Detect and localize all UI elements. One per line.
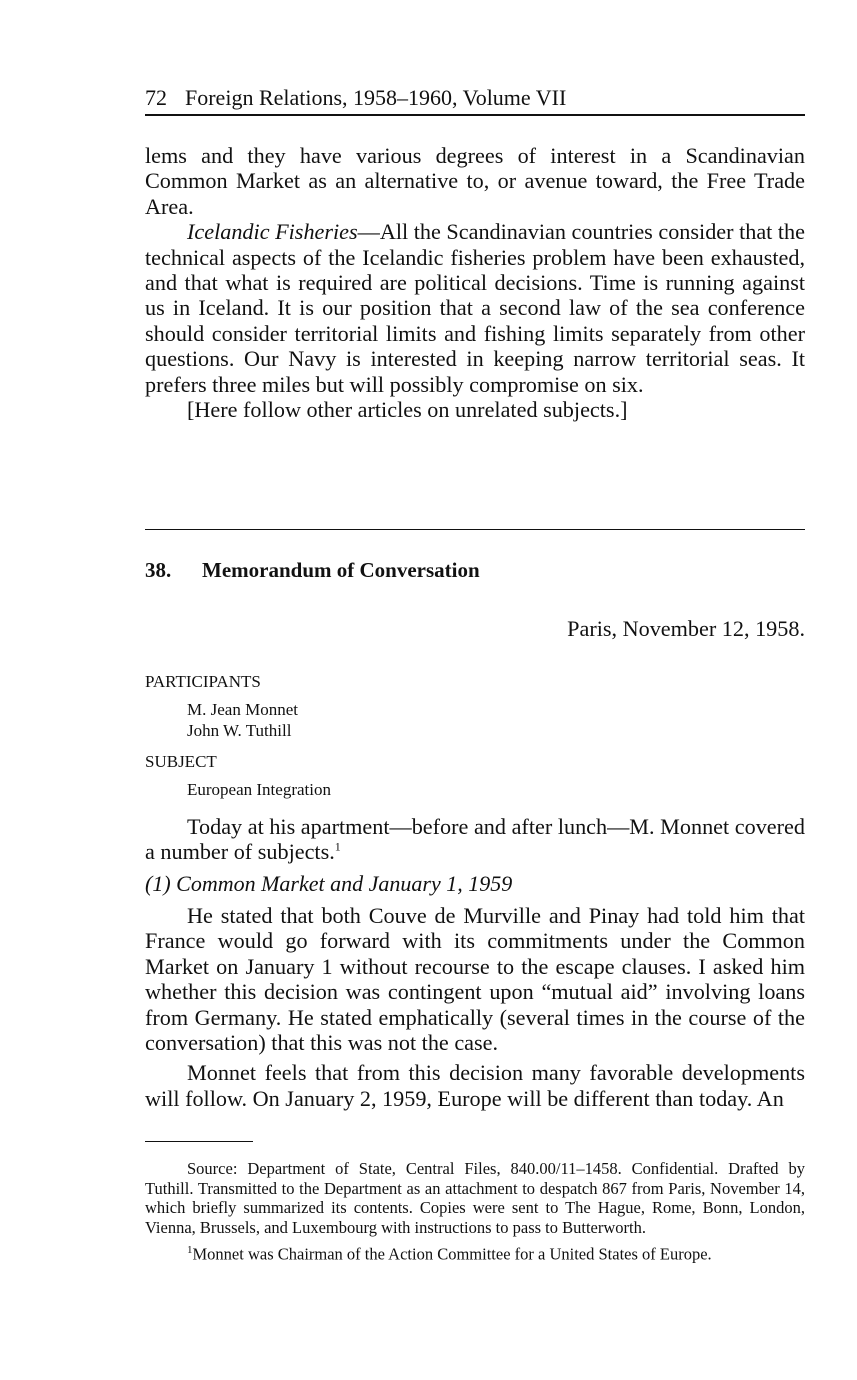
participant: John W. Tuthill <box>187 721 292 740</box>
document-title: Memorandum of Conversation <box>202 558 480 582</box>
carryover-section <box>145 143 805 422</box>
footnote-text: Monnet was Chairman of the Action Committee for a United States of Europe. <box>192 1244 712 1264</box>
body-paragraph: Monnet feels that from this decision many favorable developments will follow. On January 2, 1959, Europe will be different than today. An <box>145 1060 805 1111</box>
memo-intro <box>145 814 805 897</box>
fisheries-text: —All the Scandinavian countries consider that the technical aspects of the Icelandic fisheries problem have been exhausted, and that what is required are political decisions. Time is running against us in Iceland. It is our position that a second law of the sea conference should consider territorial limits and fishing limits separately from other questions. Our Navy is interested in keeping narrow territorial seas. It prefers three miles but will possibly compromise on six. <box>145 219 805 397</box>
document-page <box>145 0 805 1380</box>
source-note: Source: Department of State, Central Files, 840.00/11–1458. Confidential. Drafted by Tuthill. Transmitted to the Department as an attachment to despatch 867 from Paris, November 14, which briefly summarized its contents. Copies were sent to The Hague, Rome, Bonn, London, Vienna, Brussels, and Luxembourg with instructions to pass to Butterworth. <box>145 1159 805 1237</box>
document-heading <box>145 558 480 583</box>
document-number: 38. <box>145 558 172 582</box>
subject-text: European Integration <box>187 780 331 799</box>
editorial-note: [Here follow other articles on unrelated subjects.] <box>187 397 628 423</box>
section-divider <box>145 529 805 530</box>
volume-title: Foreign Relations, 1958–1960, Volume VII <box>185 85 567 110</box>
section-heading: (1) Common Market and January 1, 1959 <box>145 870 513 896</box>
footnote-1 <box>145 1241 805 1264</box>
running-head <box>145 84 805 116</box>
subject-label: SUBJECT <box>145 752 217 771</box>
fisheries-paragraph <box>145 219 805 397</box>
memo-body <box>145 903 805 1111</box>
body-paragraph: He stated that both Couve de Murville and Pinay had told him that France would go forward with its commitments under the Common Market on January 1 without recourse to the escape clauses. I asked him whether this decision was contingent upon “mutual aid” involving loans from Germany. He stated emphatically (several times in the course of the conversation) that this was not the case. <box>145 903 805 1056</box>
carryover-paragraph: lems and they have various degrees of interest in a Scandinavian Common Market as an alternative to, or avenue toward, the Free Trade Area. <box>145 143 805 219</box>
participants-label: PARTICIPANTS <box>145 672 261 691</box>
intro-paragraph <box>145 814 805 865</box>
fisheries-run-in-title: Icelandic Fisheries <box>187 219 358 245</box>
intro-text: Today at his apartment—before and after lunch—M. Monnet covered a number of subjects. <box>145 814 805 865</box>
footnote-marker: 1 <box>187 1244 193 1257</box>
footnotes <box>145 1159 805 1264</box>
participant: M. Jean Monnet <box>187 700 298 719</box>
page-number: 72 <box>145 85 167 110</box>
dateline: Paris, November 12, 1958. <box>567 616 805 641</box>
footnote-ref: 1 <box>334 840 341 855</box>
footnote-rule <box>145 1141 253 1142</box>
participants-list <box>187 699 847 741</box>
